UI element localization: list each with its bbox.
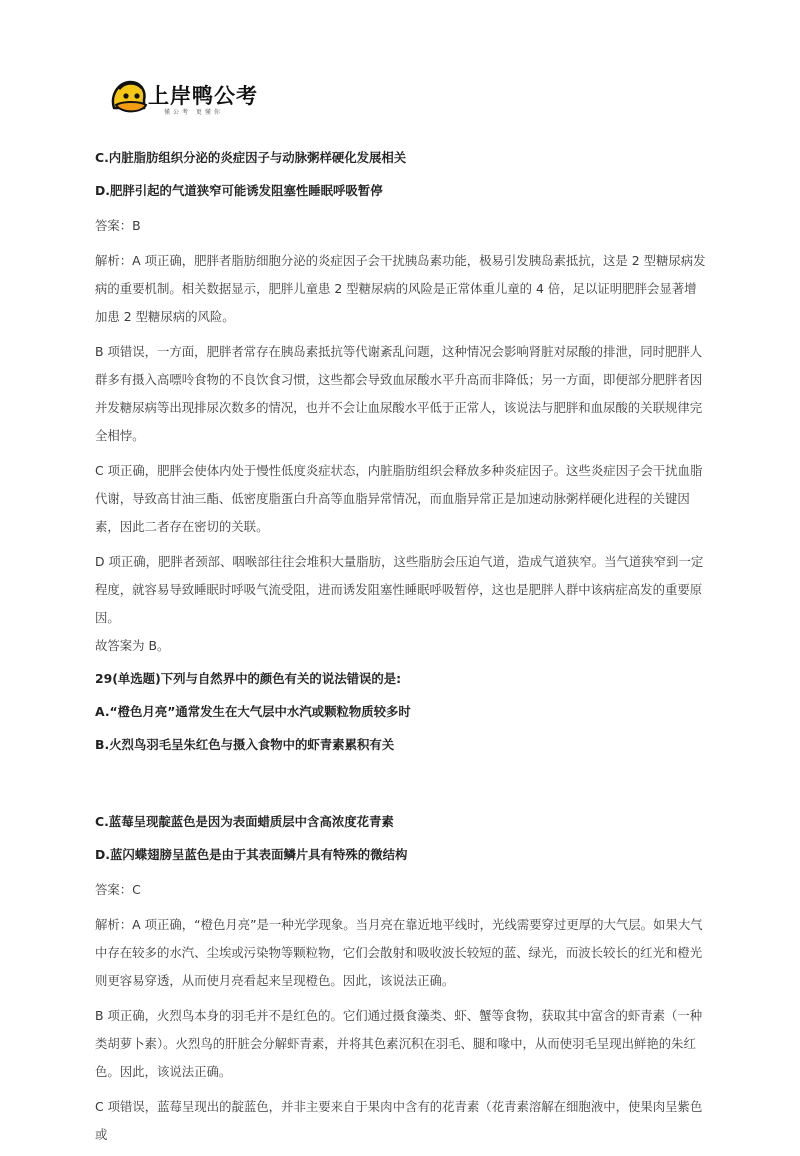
brand-slogan: 懂公考 更懂你 (164, 109, 223, 116)
q29-analysis-c: C 项错误，蓝莓呈现出的靛蓝色，并非主要来自于果肉中含有的花青素（花青素溶解在细胞液中，使果肉呈紫色或 (95, 1099, 703, 1142)
q29-option-a: A.“橙色月亮”通常发生在大气层中水汽或颗粒物质较多时 (95, 704, 411, 719)
q29-question: 29(单选题)下列与自然界中的颜色有关的说法错误的是: (95, 671, 402, 686)
document-body (95, 146, 707, 1156)
q29-option-b: B.火烈鸟羽毛呈朱红色与摄入食物中的虾青素累积有关 (95, 737, 395, 752)
spacer (95, 766, 707, 810)
q29-option-d: D.蓝闪蝶翅膀呈蓝色是由于其表面鳞片具有特殊的微结构 (95, 847, 408, 862)
q28-option-d: D.肥胖引起的气道狭窄可能诱发阻塞性睡眠呼吸暂停 (95, 183, 383, 198)
q29-analysis-a: 解析：A 项正确，“橙色月亮”是一种光学现象。当月亮在靠近地平线时，光线需要穿过更厚的大气层。如果大气中存在较多的水汽、尘埃或污染物等颗粒物，它们会散射和吸收波长较短的蓝、绿光，而波长较长的红光和橙光则更容易穿透，从而使月亮看起来呈现橙色。因此，该说法正确。 (95, 917, 703, 988)
q28-analysis-d: D 项正确，肥胖者颈部、咽喉部往往会堆积大量脂肪，这些脂肪会压迫气道，造成气道狭窄。当气道狭窄到一定程度，就容易导致睡眠时呼吸气流受阻，进而诱发阻塞性睡眠呼吸暂停，这也是肥胖人群中该病症高发的重要原因。 (95, 554, 704, 625)
q29-option-c: C.蓝莓呈现靛蓝色是因为表面蜡质层中含高浓度花青素 (95, 814, 394, 829)
q28-conclusion: 故答案为 B。 (95, 638, 170, 653)
q29-answer: 答案：C (95, 882, 141, 897)
brand-name: 上岸鸭公考 (148, 84, 258, 108)
q28-analysis-c: C 项正确，肥胖会使体内处于慢性低度炎症状态，内脏脂肪组织会释放多种炎症因子。这些炎症因子会干扰血脂代谢，导致高甘油三酯、低密度脂蛋白升高等血脂异常情况，而血脂异常正是加速动脉粥样硬化进程的关键因素，因此二者存在密切的关联。 (95, 463, 703, 534)
q28-analysis-b: B 项错误，一方面，肥胖者常存在胰岛素抵抗等代谢紊乱问题，这种情况会影响肾脏对尿酸的排泄，同时肥胖人群多有摄入高嘌呤食物的不良饮食习惯，这些都会导致血尿酸水平升高而非降低；另一方面，即便部分肥胖者因并发糖尿病等出现排尿次数多的情况，也并不会让血尿酸水平低于正常人，该说法与肥胖和血尿酸的关联规律完全相悖。 (95, 344, 703, 443)
q28-analysis-a: 解析：A 项正确，肥胖者脂肪细胞分泌的炎症因子会干扰胰岛素功能，极易引发胰岛素抵抗，这是 2 型糖尿病发病的重要机制。相关数据显示，肥胖儿童患 2 型糖尿病的风险是正常体重儿童的 4 倍，足以证明肥胖会显著增加患 2 型糖尿病的风险。 (95, 253, 706, 324)
brand-logo (108, 78, 258, 122)
q29-analysis-b: B 项正确，火烈鸟本身的羽毛并不是红色的。它们通过摄食藻类、虾、蟹等食物，获取其中富含的虾青素（一种类胡萝卜素）。火烈鸟的肝脏会分解虾青素，并将其色素沉积在羽毛、腿和喙中，从而使羽毛呈现出鲜艳的朱红色。因此，该说法正确。 (95, 1008, 703, 1079)
q28-answer: 答案：B (95, 218, 141, 233)
duck-icon (108, 78, 152, 118)
q28-option-c: C.内脏脂肪组织分泌的炎症因子与动脉粥样硬化发展相关 (95, 150, 407, 165)
